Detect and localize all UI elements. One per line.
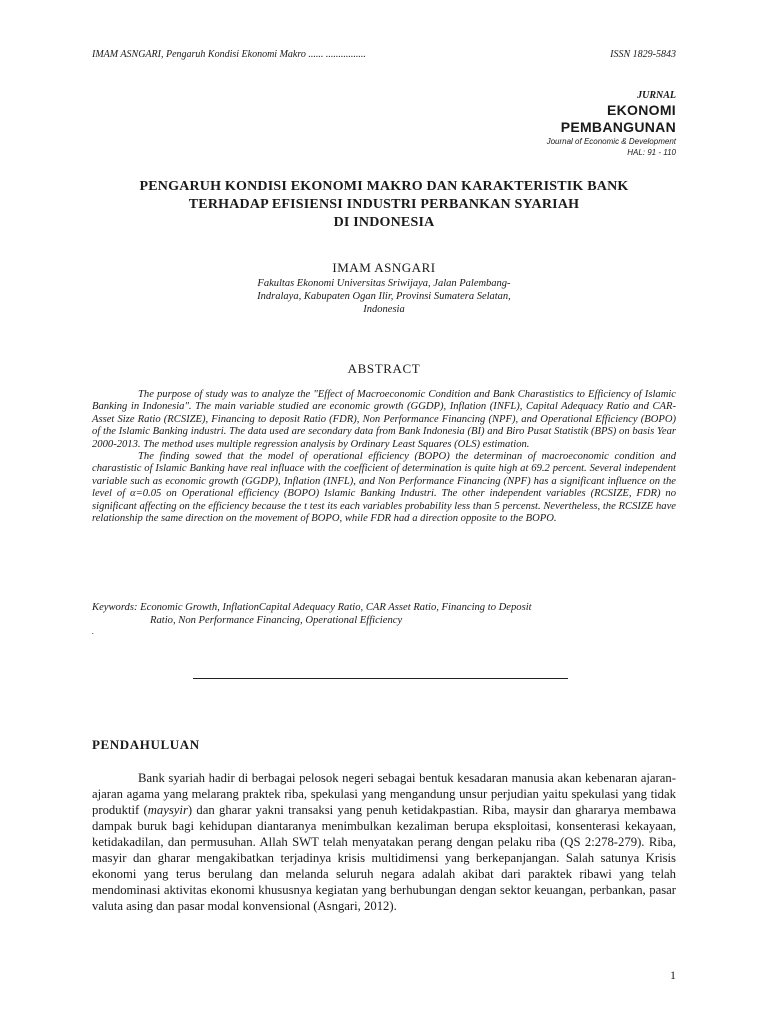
journal-masthead	[547, 90, 676, 158]
affiliation-line: Indralaya, Kabupaten Ogan Ilir, Provinsi Sumatera Selatan,	[257, 291, 511, 302]
journal-pages: HAL: 91 - 110	[627, 148, 676, 157]
title-line: DI INDONESIA	[333, 215, 435, 230]
keywords-trailing-mark: .	[92, 627, 94, 636]
body-paragraph	[92, 770, 676, 914]
journal-label: JURNAL	[637, 90, 676, 101]
title-line: PENGARUH KONDISI EKONOMI MAKRO DAN KARAKTERISTIK BANK	[139, 179, 629, 194]
keywords-line: Ratio, Non Performance Financing, Operational Efficiency	[150, 615, 403, 626]
section-divider	[193, 678, 568, 679]
body-text-italic: maysyir	[147, 803, 188, 817]
body-text-part: ) dan gharar yakni transaksi yang penuh ketidakpastian. Riba, maysir dan ghararya membawa dampak buruk bagi kehidupan diantaranya menimbulkan kezaliman berupa eksploitasi, konsenterasi kekayaan, ketidakadilan, dan permusuhan. Allah SWT telah menyatakan perang dengan pelaku riba (QS 2:278-279). Riba, masyir dan gharar mengakibatkan terjadinya krisis multidimensi yang berkepanjangan. Salah satunya Krisis ekonomi yang terus berulang dan melanda seluruh negara adalah akibat dari paraktek ribawi yang telah mendominasi aktivitas ekonomi khususnya kegiatan yang berhubungan dengan sektor keuangan, perbankan, pasar valuta asing dan pasar modal konvensional (Asngari, 2012).	[92, 803, 676, 913]
author-affiliation	[0, 277, 768, 316]
journal-name-line1: EKONOMI	[607, 102, 676, 118]
abstract-paragraph: The purpose of study was to analyze the "Effect of Macroeconomic Condition and Bank Charastistics to Efficiency of Islamic Banking in Indonesia". The main variable studied are economic growth (GGDP), Inflation (INFL), Capital Adequacy Ratio and CAR-Asset Size Ratio (RCSIZE), Financing to deposit Ratio (FDR), Non Performance Financing (NPF), and Operational Efficiency (BOPO) of the Islamic Banking industri. The data used are secondary data from Bank Indonesia (BI) and Biro Pusat Statistik (BPS) on basis Year 2000-2013. The method uses multiple regression analysis by Ordinary Least Squares (OLS) estimation.	[92, 389, 676, 450]
affiliation-line: Indonesia	[363, 304, 405, 315]
keywords-line: Keywords: Economic Growth, InflationCapital Adequacy Ratio, CAR Asset Ratio, Financing to Deposit	[92, 602, 532, 613]
abstract-paragraph: The finding sowed that the model of operational efficiency (BOPO) the determinan of macroeconomic condition and charastistic of Islamic Banking have real influace with the coefficient of determination is quite high at 69.2 percent. Several independent variable such as economic growth (GGDP), Inflation (INFL), and Non Performance Financing (NPF) has a significant influence on the level of α=0.05 on Operational efficiency (BOPO) Islamic Banking Industri. The other independent variables (RCSIZE, FDR) no significant affecting on the efficiency because the t test its each variables probability less than 5 percenst. Nevertheless, the RCSIZE have relationship the same direction on the movement of BOPO, while FDR had a direction opposite to the BOPO.	[92, 451, 676, 525]
affiliation-line: Fakultas Ekonomi Universitas Sriwijaya, Jalan Palembang-	[257, 278, 511, 289]
page-number: 1	[670, 968, 676, 982]
paper-title	[60, 178, 708, 232]
keywords	[92, 601, 676, 637]
running-head-issn: ISSN 1829-5843	[610, 49, 676, 60]
author-name: IMAM ASNGARI	[332, 260, 436, 275]
body-text-part: Bank syariah hadir di berbagai pelosok negeri sebagai bentuk kesadaran manusia akan kebenaran ajaran-ajaran agama yang melarang praktek riba, spekulasi yang mengandung unsur perjudian yaitu spekulasi yang tidak produktif (	[92, 771, 676, 817]
body-text	[92, 770, 676, 914]
journal-name-line2: PEMBANGUNAN	[560, 119, 676, 135]
title-line: TERHADAP EFISIENSI INDUSTRI PERBANKAN SYARIAH	[188, 197, 580, 212]
running-head	[92, 49, 676, 63]
running-head-left: IMAM ASNGARI, Pengaruh Kondisi Ekonomi Makro ...... ................	[92, 49, 366, 60]
section-heading: PENDAHULUAN	[92, 737, 200, 752]
abstract-body	[92, 389, 676, 525]
journal-subtitle: Journal of Economic & Development	[546, 137, 676, 146]
abstract-heading: ABSTRACT	[347, 361, 421, 376]
